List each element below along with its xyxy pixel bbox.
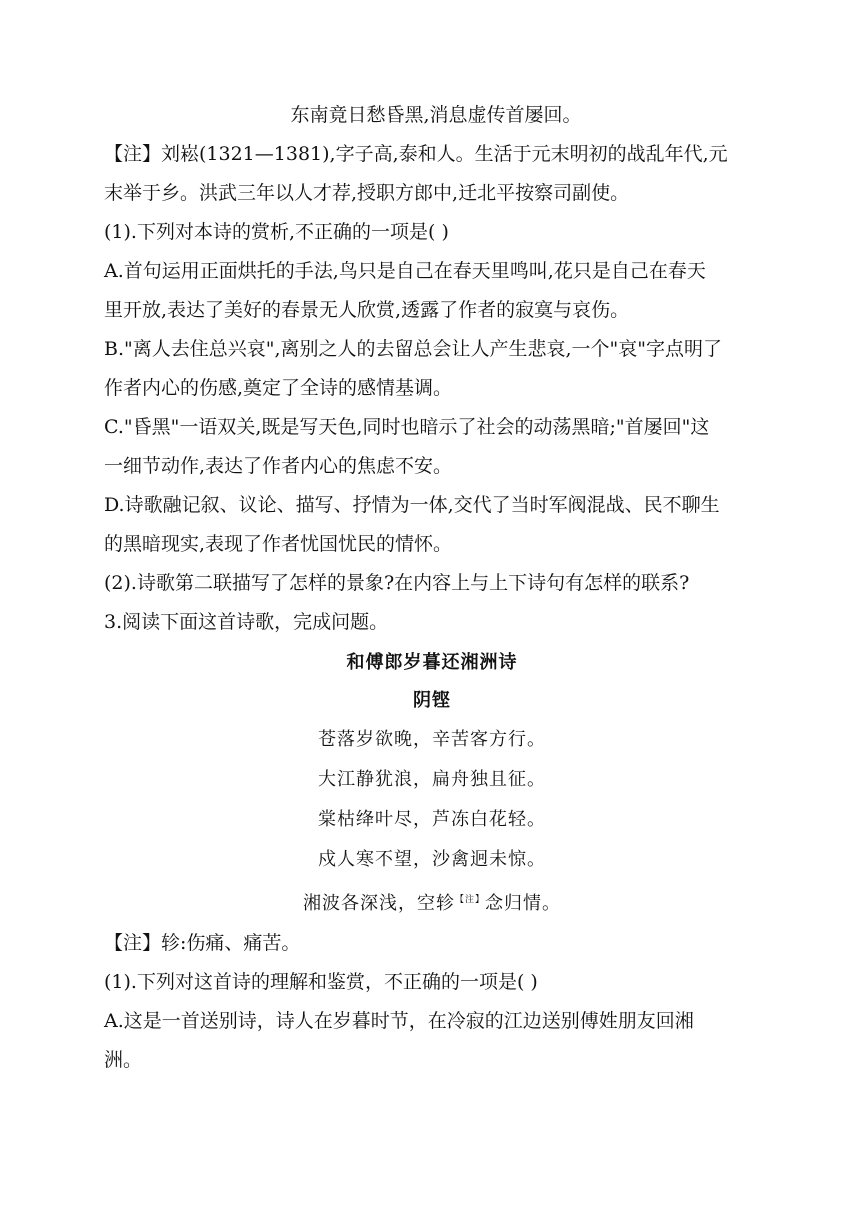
poem2-line-4: 戍人寒不望，沙禽迥未惊。 bbox=[318, 849, 546, 870]
poem2-line-3: 棠枯绛叶尽，芦冻白花轻。 bbox=[318, 809, 546, 830]
option-b-line1: B."离人去住总兴哀",离别之人的去留总会让人产生悲哀,一个"哀"字点明了 bbox=[104, 338, 723, 360]
note-marker: 【注】 bbox=[454, 895, 485, 905]
poem2-line-2: 大江静犹浪，扁舟独且征。 bbox=[318, 769, 546, 790]
q3-option-a-line2: 洲。 bbox=[104, 1049, 143, 1071]
option-b-line2: 作者内心的伤感,奠定了全诗的感情基调。 bbox=[104, 377, 453, 399]
question3-intro: 3.阅读下面这首诗歌，完成问题。 bbox=[104, 611, 389, 633]
poem2-author: 阴铿 bbox=[413, 690, 451, 711]
poem2-line-5-part1: 湘波各深浅，空轸 bbox=[302, 893, 455, 914]
poem1-last-line: 东南竟日愁昏黑,消息虚传首屡回。 bbox=[290, 104, 582, 126]
poem2-title: 和傅郎岁暮还湘洲诗 bbox=[346, 652, 518, 673]
note1-line2: 末举于乡。洪武三年以人才荐,授职方郎中,迁北平按察司副使。 bbox=[104, 182, 630, 204]
option-a-line2: 里开放,表达了美好的春景无人欣赏,透露了作者的寂寞与哀伤。 bbox=[104, 299, 630, 321]
option-c-line1: C."昏黑"一语双关,既是写天色,同时也暗示了社会的动荡黑暗;"首屡回"这 bbox=[104, 416, 710, 438]
document-page bbox=[104, 96, 760, 1080]
option-d-line2: 的黑暗现实,表现了作者忧国忧民的情怀。 bbox=[104, 533, 453, 555]
poem2-line-5-part2: 念归情。 bbox=[485, 893, 561, 914]
question2-stem: (2).诗歌第二联描写了怎样的景象?在内容上与上下诗句有怎样的联系? bbox=[104, 572, 690, 594]
poem2-line-1: 苍落岁欲晚，辛苦客方行。 bbox=[318, 729, 546, 750]
poem2-line-5 bbox=[104, 880, 760, 924]
option-a-line1: A.首句运用正面烘托的手法,鸟只是自己在春天里鸣叫,花只是自己在春天 bbox=[104, 260, 706, 282]
note1-line1: 【注】刘崧(1321—1381),字子高,泰和人。生活于元末明初的战乱年代,元 bbox=[104, 143, 728, 165]
question1-stem: (1).下列对本诗的赏析,不正确的一项是( ) bbox=[104, 221, 449, 243]
option-c-line2: 一细节动作,表达了作者内心的焦虑不安。 bbox=[104, 455, 453, 477]
option-d-line1: D.诗歌融记叙、议论、描写、抒情为一体,交代了当时军阀混战、民不聊生 bbox=[104, 494, 720, 516]
note2: 【注】轸:伤痛、痛苦。 bbox=[104, 932, 301, 954]
question3-stem: (1).下列对这首诗的理解和鉴赏，不正确的一项是( ) bbox=[104, 971, 538, 993]
q3-option-a-line1: A.这是一首送别诗，诗人在岁暮时节，在冷寂的江边送别傅姓朋友回湘 bbox=[104, 1010, 694, 1032]
